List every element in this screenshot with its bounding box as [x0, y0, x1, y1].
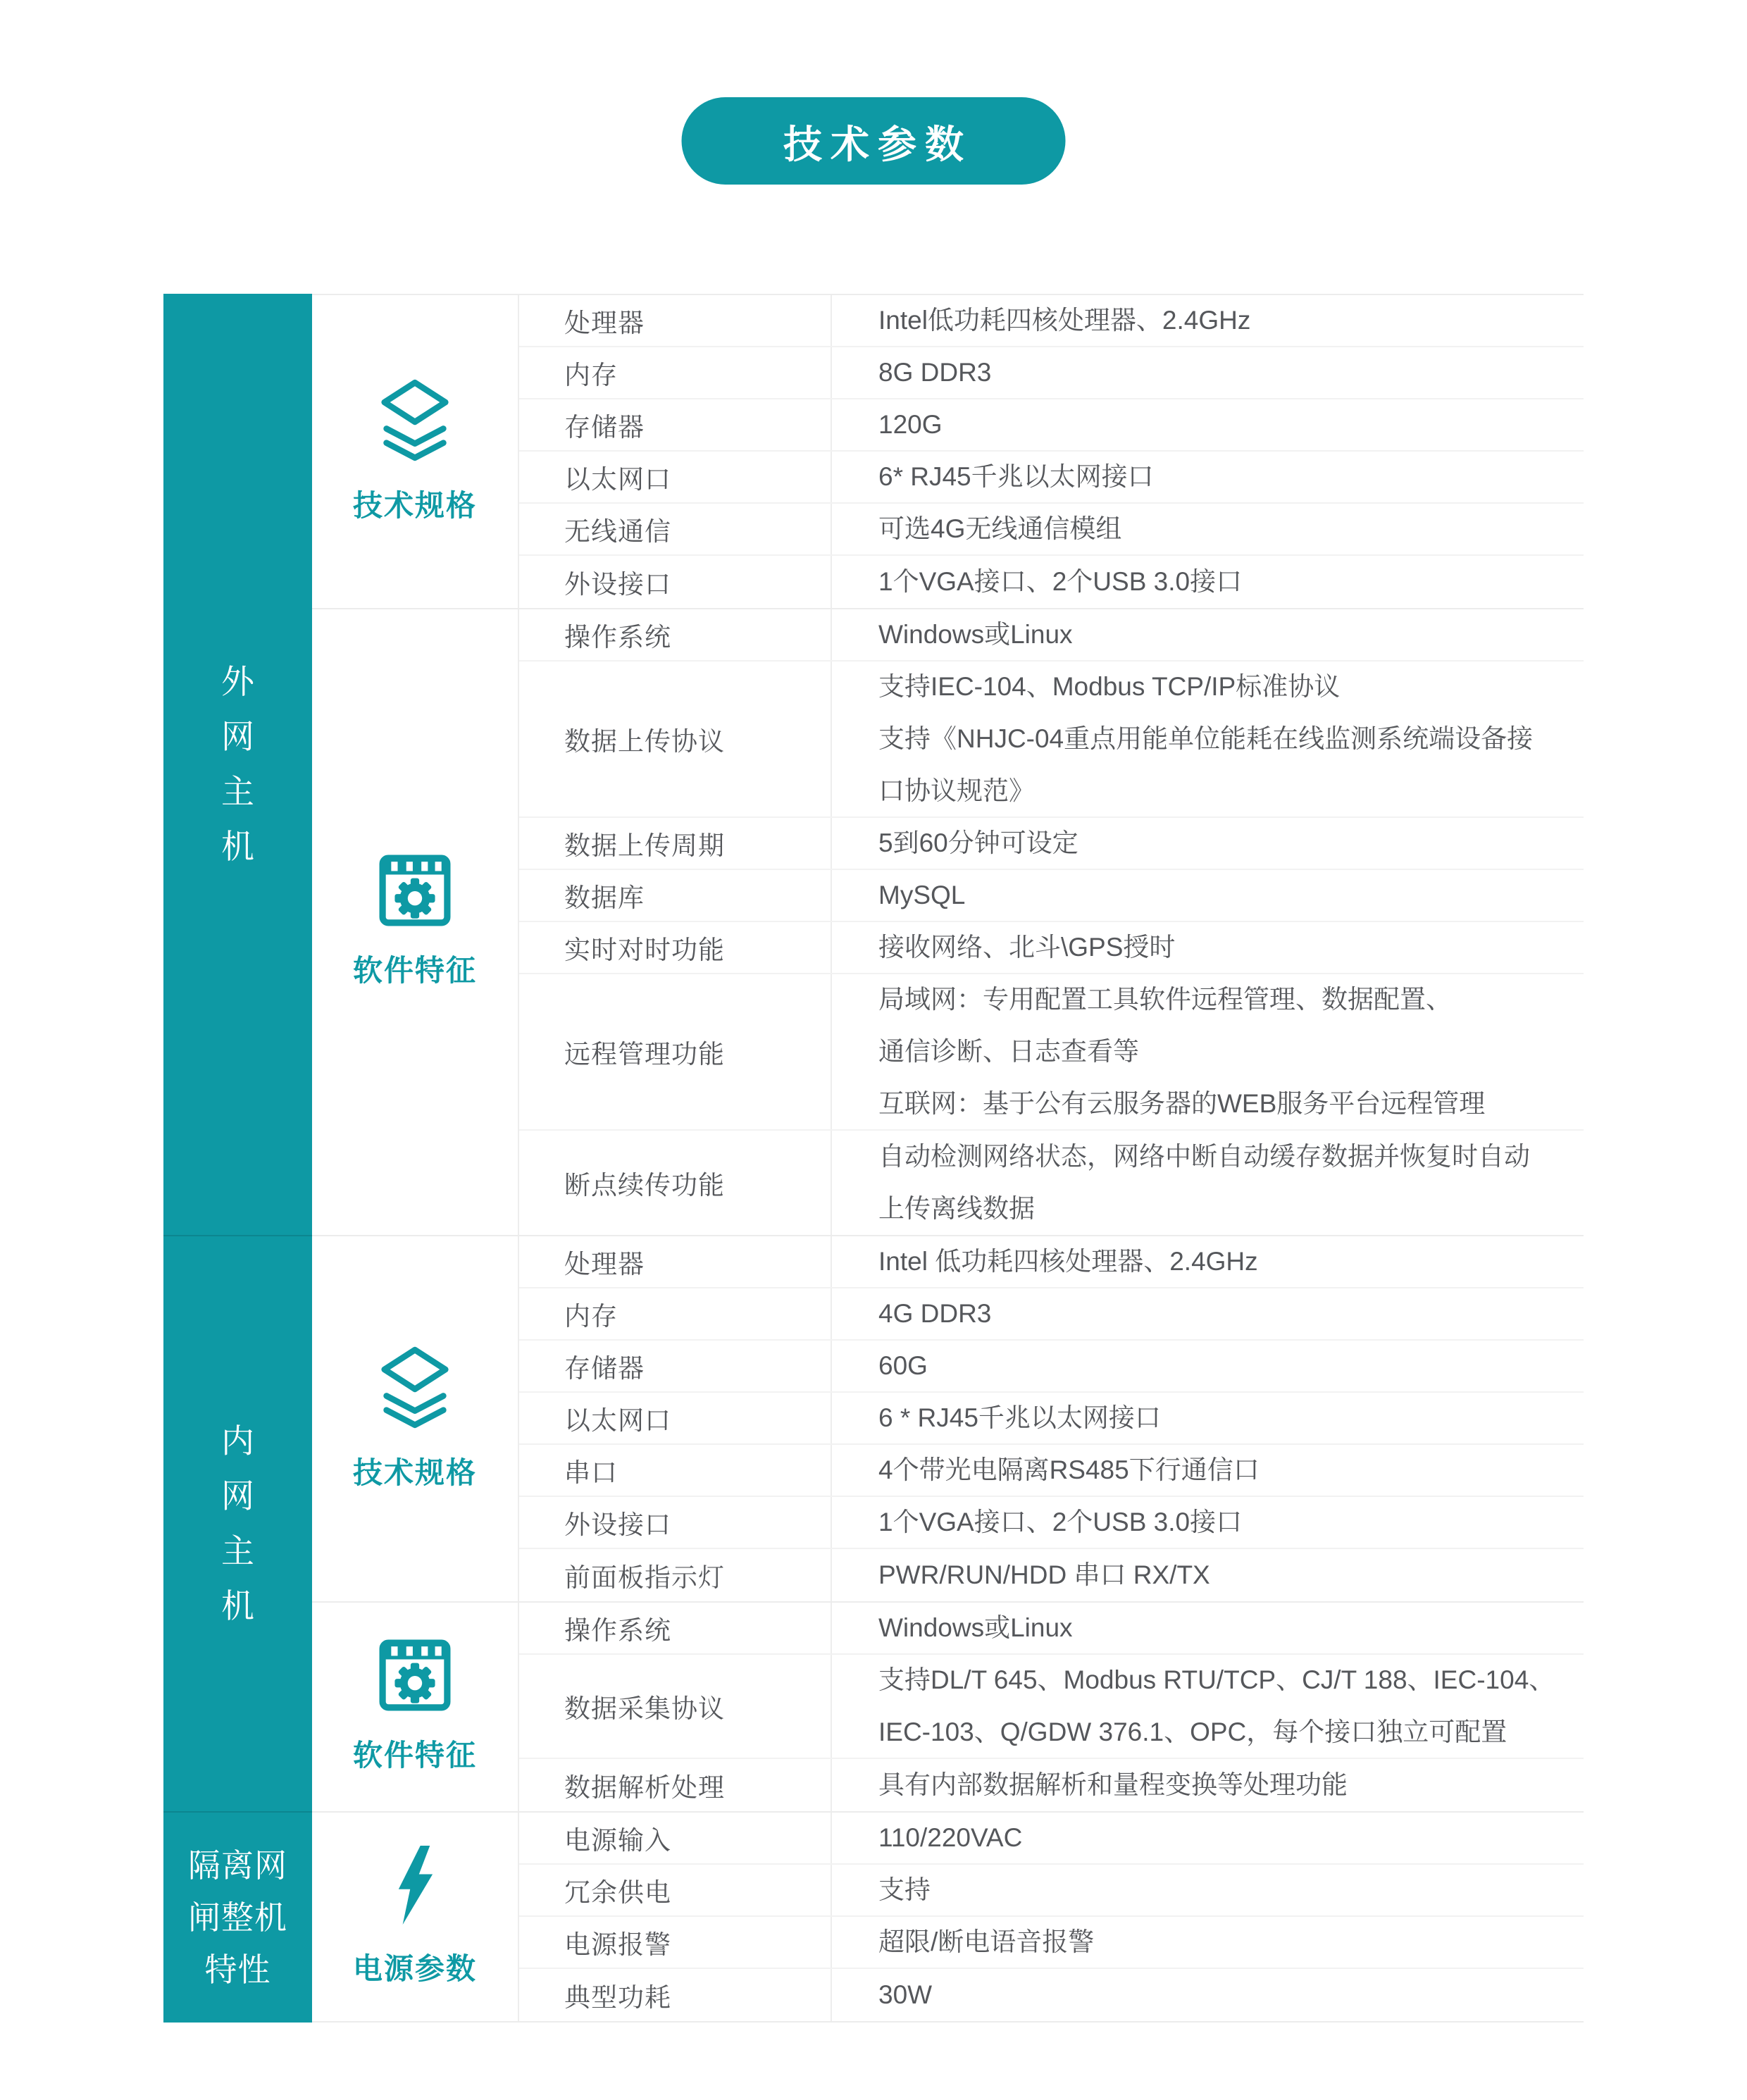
- param-value-line: 1个VGA接口、2个USB 3.0接口: [878, 1508, 1243, 1536]
- param-value-line: 超限/断电语音报警: [878, 1927, 1095, 1956]
- param-name: 内存: [519, 347, 832, 398]
- category-cell: [312, 1236, 519, 1601]
- param-value: [832, 1444, 1584, 1496]
- table-row: [519, 1236, 1584, 1288]
- zap-icon: [393, 1846, 437, 1925]
- category-caption: 技术规格: [352, 1456, 477, 1489]
- category-caption: 软件特征: [352, 1739, 477, 1772]
- table-row: [519, 1288, 1584, 1341]
- param-value: [832, 451, 1584, 503]
- param-name: 处理器: [519, 295, 832, 346]
- param-value-line: 30W: [878, 1980, 933, 2009]
- param-value-line: 6 * RJ45千兆以太网接口: [878, 1403, 1161, 1432]
- param-name: 冗余供电: [519, 1865, 832, 1915]
- param-value-line: 8G DDR3: [878, 358, 992, 387]
- param-name: 外设接口: [519, 1497, 832, 1548]
- param-value: [832, 869, 1584, 921]
- param-name: 远程管理功能: [519, 974, 832, 1129]
- param-value-line: 120G: [878, 410, 943, 439]
- sidebar-text-line: 机: [221, 828, 254, 865]
- param-value-line: PWR/RUN/HDD 串口 RX/TX: [878, 1560, 1210, 1589]
- param-name: 处理器: [519, 1236, 832, 1287]
- table-row: [519, 1497, 1584, 1549]
- param-value-line: 110/220VAC: [878, 1823, 1023, 1852]
- param-value: [832, 817, 1584, 869]
- sidebar-text-line: 网: [221, 718, 254, 755]
- param-value-line: Intel 低功耗四核处理器、2.4GHz: [878, 1247, 1258, 1276]
- param-name: 外设接口: [519, 556, 832, 608]
- param-name: 典型功耗: [519, 1969, 832, 2021]
- table-row: [519, 399, 1584, 452]
- param-value-line: 互联网：基于公有云服务器的WEB服务平台远程管理: [878, 1089, 1486, 1118]
- param-value-line: 5到60分钟可设定: [878, 828, 1078, 857]
- table-row: [519, 661, 1584, 818]
- table-row: [519, 347, 1584, 399]
- table-row: [519, 870, 1584, 922]
- table-row: [519, 818, 1584, 870]
- sidebar-section-label: [163, 1811, 312, 2023]
- param-value-line: 上传离线数据: [878, 1194, 1035, 1223]
- param-value: [832, 609, 1584, 661]
- param-value: [832, 1916, 1584, 1968]
- app-gear-icon: [379, 1639, 451, 1711]
- param-value-line: 1个VGA接口、2个USB 3.0接口: [878, 567, 1243, 596]
- param-value-line: 支持《NHJC-04重点用能单位能耗在线监测系统端设备接: [878, 724, 1534, 753]
- table-row: [519, 1759, 1584, 1811]
- table-row: [519, 1655, 1584, 1759]
- param-name: 以太网口: [519, 452, 832, 502]
- title-pill: [682, 97, 1066, 185]
- table-row: [519, 974, 1584, 1131]
- param-value: [832, 1864, 1584, 1916]
- param-value-line: 支持DL/T 645、Modbus RTU/TCP、CJ/T 188、IEC-104、: [878, 1665, 1555, 1694]
- param-value: [832, 1288, 1584, 1340]
- table-row: [519, 556, 1584, 608]
- param-name: 电源输入: [519, 1813, 832, 1863]
- param-value: [832, 1496, 1584, 1548]
- param-value-line: 4个带光电隔离RS485下行通信口: [878, 1455, 1260, 1484]
- param-name: 数据上传协议: [519, 661, 832, 816]
- category-group: [312, 1601, 1584, 1811]
- category-cell: [312, 1603, 519, 1811]
- param-value: [832, 1759, 1584, 1811]
- sidebar-text-line: 内: [221, 1422, 254, 1460]
- param-value: [832, 974, 1584, 1130]
- param-name: 断点续传功能: [519, 1131, 832, 1235]
- sidebar-text-line: 闸整机: [188, 1899, 287, 1936]
- section-rows-area: [312, 1811, 1584, 2023]
- table-section: [163, 1235, 1584, 1811]
- table-section: [163, 294, 1584, 1235]
- param-name: 以太网口: [519, 1393, 832, 1443]
- sidebar-text-line: 主: [221, 773, 254, 810]
- param-name: 存储器: [519, 1341, 832, 1391]
- table-row: [519, 1549, 1584, 1601]
- page-title: 技术参数: [783, 122, 972, 166]
- table-row: [519, 1393, 1584, 1445]
- param-value-line: 自动检测网络状态，网络中断自动缓存数据并恢复时自动: [878, 1142, 1530, 1171]
- param-value-line: MySQL: [878, 881, 966, 909]
- param-value: [832, 661, 1584, 817]
- param-name: 数据上传周期: [519, 818, 832, 869]
- param-value-line: 口协议规范》: [878, 776, 1035, 805]
- sidebar-text-line: 网: [221, 1477, 254, 1515]
- table-row: [519, 1445, 1584, 1497]
- param-name: 内存: [519, 1288, 832, 1339]
- spec-table: [163, 294, 1584, 2023]
- app-gear-icon: [379, 855, 451, 926]
- category-group: [312, 608, 1584, 1235]
- param-value: [832, 1236, 1584, 1288]
- param-name: 无线通信: [519, 504, 832, 554]
- param-value: [832, 1654, 1584, 1758]
- param-value-line: 4G DDR3: [878, 1299, 992, 1328]
- category-group: [312, 294, 1584, 608]
- param-value: [832, 294, 1584, 347]
- sidebar-text-line: 隔离网: [188, 1847, 287, 1884]
- category-group: [312, 1811, 1584, 2021]
- param-value-line: Intel低功耗四核处理器、2.4GHz: [878, 306, 1251, 335]
- param-name: 实时对时功能: [519, 922, 832, 973]
- param-value: [832, 1969, 1584, 2021]
- table-row: [519, 452, 1584, 504]
- row-list: [519, 1603, 1584, 1811]
- param-value-line: 局域网：专用配置工具软件远程管理、数据配置、: [878, 985, 1452, 1014]
- param-name: 数据解析处理: [519, 1759, 832, 1811]
- param-value-line: 通信诊断、日志查看等: [878, 1037, 1139, 1066]
- param-value-line: 支持: [878, 1875, 931, 1904]
- table-row: [519, 1969, 1584, 2021]
- category-group: [312, 1235, 1584, 1601]
- param-value: [832, 399, 1584, 451]
- row-list: [519, 609, 1584, 1235]
- param-name: 数据库: [519, 870, 832, 921]
- table-row: [519, 1603, 1584, 1655]
- row-list: [519, 1236, 1584, 1601]
- category-caption: 技术规格: [352, 489, 477, 522]
- param-name: 数据采集协议: [519, 1655, 832, 1758]
- layers-icon: [380, 378, 450, 461]
- param-value: [832, 1340, 1584, 1392]
- param-name: 操作系统: [519, 609, 832, 660]
- table-row: [519, 295, 1584, 347]
- param-value: [832, 1392, 1584, 1444]
- category-caption: 电源参数: [352, 1952, 477, 1985]
- table-row: [519, 609, 1584, 661]
- param-value-line: Windows或Linux: [878, 1613, 1073, 1642]
- table-row: [519, 504, 1584, 556]
- param-value-line: 60G: [878, 1351, 928, 1380]
- sidebar-text-line: 主: [221, 1532, 254, 1570]
- table-row: [519, 1341, 1584, 1393]
- param-name: 前面板指示灯: [519, 1549, 832, 1601]
- param-value: [832, 921, 1584, 974]
- row-list: [519, 1813, 1584, 2021]
- param-value-line: 接收网络、北斗\GPS授时: [878, 933, 1176, 962]
- table-row: [519, 922, 1584, 974]
- param-value-line: IEC-103、Q/GDW 376.1、OPC，每个接口独立可配置: [878, 1717, 1507, 1746]
- table-row: [519, 1917, 1584, 1969]
- layers-icon: [380, 1346, 450, 1429]
- sidebar-section-label: [163, 1235, 312, 1811]
- param-value-line: 支持IEC-104、Modbus TCP/IP标准协议: [878, 672, 1341, 701]
- param-value-line: 具有内部数据解析和量程变换等处理功能: [878, 1770, 1348, 1799]
- sidebar-text-line: 特性: [204, 1951, 271, 1988]
- category-cell: [312, 1813, 519, 2021]
- param-value: [832, 347, 1584, 399]
- category-caption: 软件特征: [352, 954, 477, 987]
- param-value: [832, 1549, 1584, 1601]
- param-value: [832, 556, 1584, 608]
- table-row: [519, 1813, 1584, 1865]
- table-section: [163, 1811, 1584, 2023]
- param-value: [832, 1812, 1584, 1864]
- category-cell: [312, 609, 519, 1235]
- sidebar-text-line: 机: [221, 1587, 254, 1624]
- table-row: [519, 1131, 1584, 1235]
- param-name: 串口: [519, 1445, 832, 1496]
- param-name: 存储器: [519, 399, 832, 450]
- param-name: 电源报警: [519, 1917, 832, 1968]
- table-row: [519, 1865, 1584, 1917]
- category-cell: [312, 295, 519, 608]
- sidebar-section-label: [163, 294, 312, 1235]
- param-value: [832, 1131, 1584, 1235]
- section-rows-area: [312, 294, 1584, 1235]
- sidebar-text-line: 外: [221, 663, 254, 700]
- param-value: [832, 1602, 1584, 1654]
- param-value-line: Windows或Linux: [878, 620, 1073, 649]
- param-value: [832, 503, 1584, 555]
- param-value-line: 6* RJ45千兆以太网接口: [878, 462, 1154, 491]
- param-name: 操作系统: [519, 1603, 832, 1653]
- section-rows-area: [312, 1235, 1584, 1811]
- param-value-line: 可选4G无线通信模组: [878, 514, 1122, 543]
- row-list: [519, 295, 1584, 608]
